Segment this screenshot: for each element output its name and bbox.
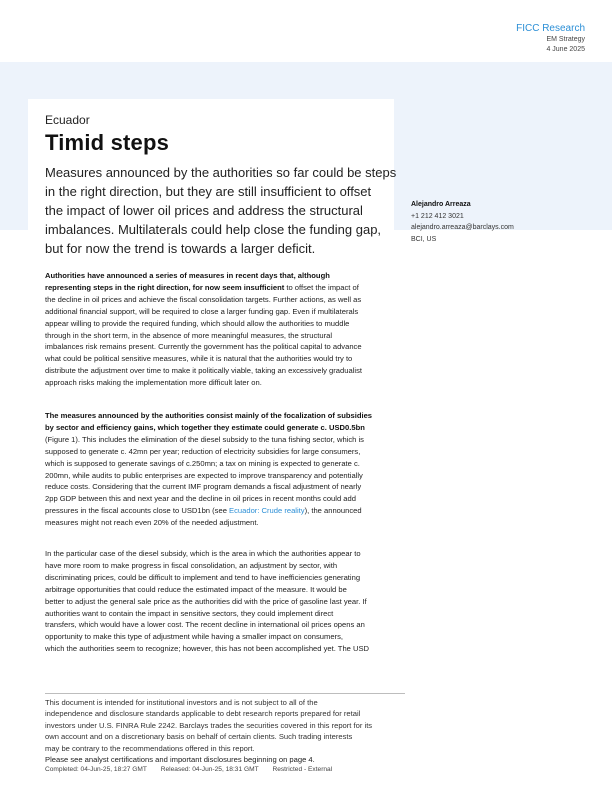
paragraph-line: better to adjust the general sale price as the authorities did with the price of gasoline last year. If (45, 596, 367, 606)
paragraph-line: have more room to make progress in fiscal consolidation, an adjustment by sector, with (45, 560, 338, 570)
author-name: Alejandro Arreaza (411, 201, 471, 208)
paragraph-line (45, 422, 410, 434)
lead-summary (45, 163, 395, 258)
paragraph-line: discriminating prices, could be difficult to implement and tend to have inefficiencies generating (45, 572, 361, 582)
paragraph-text: to offset the impact of (284, 282, 359, 292)
paragraph-line (45, 270, 410, 282)
paragraph-2 (45, 410, 410, 529)
disclosures-note: Please see analyst certifications and important disclosures beginning on page 4. (45, 755, 315, 764)
author-entity: BCI, US (411, 235, 437, 243)
paragraph-line: additional financial support, will be required to close a larger funding gap. Even if multilaterals (45, 306, 359, 316)
paragraph-line: appear willing to provide the required funding, which should allow the authorities to muddle (45, 318, 350, 328)
bold-lead-text: representing steps in the right direction, for now seem insufficient (45, 282, 285, 292)
disclaimer-line: own account and on a discretionary basis on behalf of certain clients. Such trading interests (45, 732, 353, 742)
paragraph-line: reduce costs. Considering that the current IMF program demands a fiscal adjustment of nearly (45, 482, 362, 492)
report-header (516, 22, 585, 55)
author-block (411, 199, 514, 245)
paragraph-line: (Figure 1). This includes the elimination of the diesel subsidy to the tuna fishing sector, which is (45, 434, 364, 444)
disclaimer (45, 697, 405, 754)
paragraph-line: 2pp GDP between this and next year and the decline in oil prices in recent months could add (45, 494, 356, 504)
report-date: 4 June 2025 (546, 46, 585, 53)
paragraph-line: distribute the adjustment over time to make it politically viable, taking an excessively gradualist (45, 366, 362, 376)
page-title: Timid steps (45, 130, 170, 155)
author-phone: +1 212 412 3021 (411, 212, 464, 220)
lead-line: Measures announced by the authorities so far could be steps (45, 165, 397, 180)
paragraph-1 (45, 270, 410, 389)
report-metadata (45, 766, 344, 773)
paragraph-line: arbitrage opportunities that could reduce the estimated impact of the measure. It would be (45, 584, 347, 594)
disclaimer-line: investors under U.S. FINRA Rule 2242. Barclays trades the securities covered in this report for its (45, 720, 373, 730)
paragraph-text: pressures in the fiscal accounts close to USD1bn (see (45, 506, 230, 516)
lead-line: imbalances. Multilaterals could help close the funding gap, (45, 222, 382, 237)
paragraph-line: authorities want to contain the impact in sensitive sectors, they could implement direct (45, 608, 334, 618)
disclaimer-line: This document is intended for institutional investors and is not subject to all of the (45, 698, 318, 707)
paragraph-3 (45, 548, 410, 655)
disclaimer-line: independence and disclosure standards applicable to debt research reports prepared for retail (45, 709, 361, 719)
paragraph-line: which the authorities seem to recognize; however, this has not been accomplished yet. The USD (45, 644, 370, 654)
paragraph-line: what could be political sensitive measures, while it is natural that the authorities would try to (45, 354, 353, 364)
lead-line: in the right direction, but they are still insufficient to offset (45, 184, 372, 199)
released-timestamp: Released: 04-Jun-25, 18:31 GMT (160, 766, 259, 773)
classification-label: Restricted - External (272, 766, 333, 773)
completed-timestamp: Completed: 04-Jun-25, 18:27 GMT (45, 766, 147, 773)
crude-reality-link[interactable]: Ecuador: Crude reality (229, 506, 305, 516)
paragraph-line (45, 282, 410, 294)
bold-lead-text: Authorities have announced a series of measures in recent days that, although (45, 271, 330, 280)
strategy-team: EM Strategy (546, 36, 585, 43)
paragraph-text: ), the announced (304, 506, 362, 516)
paragraph-line: which is supposed to generate savings of c.250mn; a tax on mining is expected to generate c. (45, 458, 360, 468)
paragraph-line: approach risks making the implementation more difficult later on. (45, 378, 262, 388)
lead-line: the impact of lower oil prices and address the structural (45, 203, 363, 218)
paragraph-line: through in the short term, in the absence of more meaningful measures, the structural (45, 330, 333, 340)
paragraph-line: In the particular case of the diesel subsidy, which is the area in which the authorities appear to (45, 549, 361, 558)
country-label: Ecuador (45, 113, 90, 127)
footer-divider (45, 693, 405, 694)
lead-line: but for now the trend is towards a larger deficit. (45, 241, 316, 256)
paragraph-line: opportunity to make this type of adjustment while having a smaller impact on consumers, (45, 632, 343, 642)
research-unit: FICC Research (516, 23, 585, 34)
author-email[interactable]: alejandro.arreaza@barclays.com (411, 224, 514, 231)
bold-lead-text: The measures announced by the authorities consist mainly of the focalization of subsidies (45, 411, 373, 420)
paragraph-line: supposed to generate c. 42mn per year; reduction of electricity subsidies for large consumers, (45, 446, 361, 456)
paragraph-line (45, 505, 410, 517)
paragraph-line: transfers, which would have a lower cost. The recent decline in international oil prices opens an (45, 620, 365, 630)
paragraph-line: imbalances risk remains present. Currently the government has the political capital to advance (45, 342, 362, 352)
paragraph-line: the decline in oil prices and achieve the fiscal consolidation targets. Further actions, as well as (45, 294, 362, 304)
bold-lead-text: by sector and efficiency gains, which together they estimate could generate c. USD0.5bn (45, 422, 365, 432)
paragraph-line: measures might not reach even 20% of the needed adjustment. (45, 518, 259, 528)
paragraph-line: 200mn, while audits to public enterprises are expected to improve transparency and potentially (45, 470, 363, 480)
disclaimer-line: may be contrary to the recommendations offered in this report. (45, 743, 255, 753)
paragraph-line (45, 410, 410, 422)
